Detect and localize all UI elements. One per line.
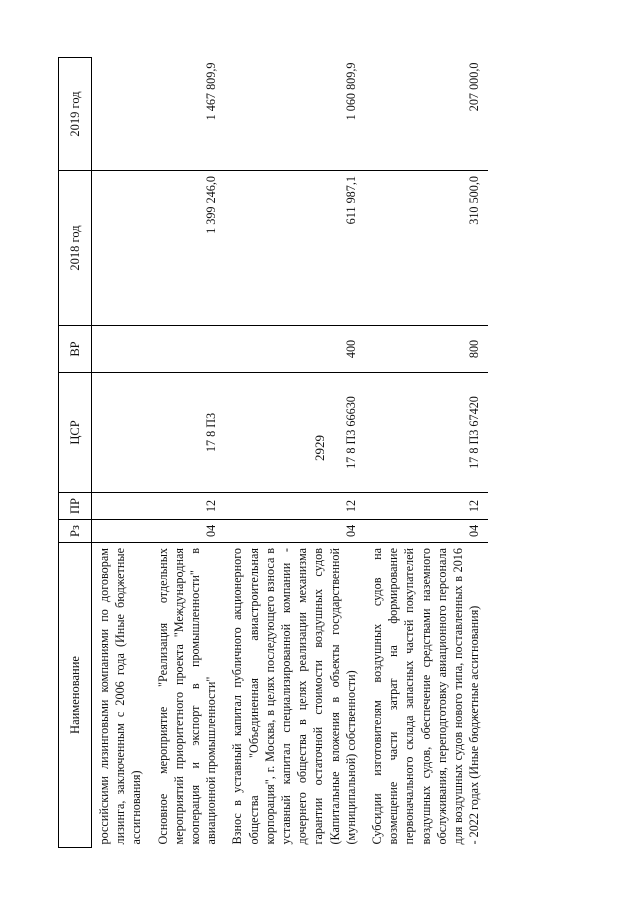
row-name: Субсидии изготовителям воздушных судов на возмещение части затрат на формирование первоначального склада запасных частей покупателей воздушных судов, обеспечение средствами наземного обслуживания, переподготовку авиационного персонала для воздушных судов нового типа, поставленных в 2016 - 2022 годах (Иные бюджетные ассигнования) bbox=[370, 548, 482, 845]
row-rz: 04 bbox=[225, 520, 365, 543]
row-pr: 12 bbox=[365, 493, 488, 520]
row-pr: 12 bbox=[225, 493, 365, 520]
row-vr bbox=[92, 326, 151, 373]
row-csr: 17 8 П3 bbox=[151, 373, 226, 493]
row-2019: 207 000,0 bbox=[365, 58, 488, 171]
row-2019 bbox=[92, 58, 151, 171]
row-rz: 04 bbox=[151, 520, 226, 543]
header-name: Наименование bbox=[59, 543, 92, 848]
table-row bbox=[151, 58, 226, 848]
header-csr: ЦСР bbox=[59, 373, 92, 493]
row-2019: 1 060 809,9 bbox=[225, 58, 365, 171]
row-csr bbox=[92, 373, 151, 493]
header-pr: ПР bbox=[59, 493, 92, 520]
rotated-table-container bbox=[58, 58, 594, 848]
budget-table bbox=[58, 57, 488, 848]
header-vr: ВР bbox=[59, 326, 92, 373]
row-name: Основное мероприятие "Реализация отдельных мероприятий приоритетного проекта "Международная кооперация и экспорт в промышленности" в авиационной промышленности" bbox=[155, 548, 219, 845]
row-name: Взнос в уставный капитал публичного акционерного общества "Объединенная авиастроительная корпорация", г. Москва, в целях последующего взноса в уставный капитал специализированной компании - дочернего общества в целях реализации механизма гарантии остаточной стоимости воздушных судов (Капитальные вложения в объекты государственной (муниципальной) собственности) bbox=[230, 548, 358, 845]
table-row bbox=[365, 58, 488, 848]
row-2018: 611 987,1 bbox=[225, 171, 365, 326]
row-2018: 1 399 246,0 bbox=[151, 171, 226, 326]
row-vr: 800 bbox=[365, 326, 488, 373]
header-2019: 2019 год bbox=[59, 58, 92, 171]
row-2018: 310 500,0 bbox=[365, 171, 488, 326]
page-number-text: 2929 bbox=[312, 435, 327, 461]
row-csr: 17 8 П3 66630 bbox=[225, 373, 365, 493]
row-pr bbox=[92, 493, 151, 520]
row-2018 bbox=[92, 171, 151, 326]
row-name: российскими лизинговыми компаниями по договорам лизинга, заключенным с 2006 года (Иные бюджетные ассигнования) bbox=[97, 548, 144, 845]
row-pr: 12 bbox=[151, 493, 226, 520]
row-vr: 400 bbox=[225, 326, 365, 373]
header-rz: Рз bbox=[59, 520, 92, 543]
row-vr bbox=[151, 326, 226, 373]
row-rz: 04 bbox=[365, 520, 488, 543]
header-2018: 2018 год bbox=[59, 171, 92, 326]
row-csr: 17 8 П3 67420 bbox=[365, 373, 488, 493]
table-header-row bbox=[59, 58, 92, 848]
table-row bbox=[225, 58, 365, 848]
table-row bbox=[92, 58, 151, 848]
row-2019: 1 467 809,9 bbox=[151, 58, 226, 171]
row-rz bbox=[92, 520, 151, 543]
